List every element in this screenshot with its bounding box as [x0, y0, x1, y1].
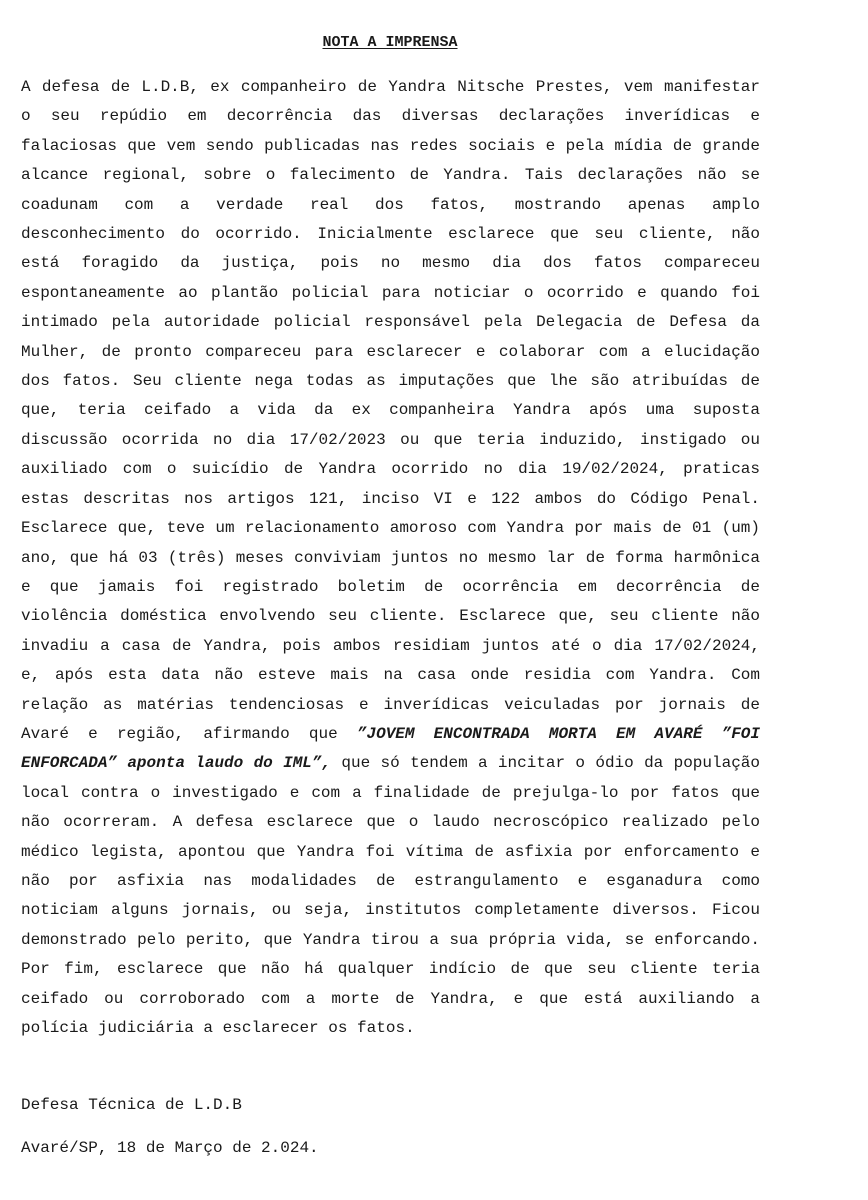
body-paragraph — [21, 73, 760, 1043]
signature-line: Defesa Técnica de L.D.B — [21, 1096, 242, 1114]
body-text-before-quote: A defesa de L.D.B, ex companheiro de Yandra Nitsche Prestes, vem manifestar o seu repúdio em decorrência das diversas declarações inverídicas e falaciosas que vem sendo publicadas nas redes sociais e pela mídia de grande alcance regional, sobre o falecimento de Yandra. Tais declarações não se coadunam com a verdade real dos fatos, mostrando apenas amplo desconhecimento do ocorrido. Inicialmente esclarece que seu cliente, não está foragido da justiça, pois no mesmo dia dos fatos compareceu espontaneamente ao plantão policial para noticiar o ocorrido e quando foi intimado pela autoridade policial responsável pela Delegacia de Defesa da Mulher, de pronto compareceu para esclarecer e colaborar com a elucidação dos fatos. Seu cliente nega todas as imputações que lhe são atribuídas de que, teria ceifado a vida da ex companheira Yandra após uma suposta discussão ocorrida no dia 17/02/2023 ou que teria induzido, instigado ou auxiliado com o suicídio de Yandra ocorrido no dia 19/02/2024, praticas estas descritas nos artigos 121, inciso VI e 122 ambos do Código Penal. Esclarece que, teve um relacionamento amoroso com Yandra por mais de 01 (um) ano, que há 03 (três) meses conviviam juntos no mesmo lar de forma harmônica e que jamais foi registrado boletim de ocorrência em decorrência de violência doméstica envolvendo seu cliente. Esclarece que, seu cliente não invadiu a casa de Yandra, pois ambos residiam juntos até o dia 17/02/2024, e, após esta data não esteve mais na casa onde residia com Yandra. Com relação as matérias tendenciosas e inverídicas veiculadas por jornais de Avaré e região, afirmando que — [21, 78, 760, 743]
place-date-line: Avaré/SP, 18 de Março de 2.024. — [21, 1139, 319, 1157]
body-text-after-quote: que só tendem a incitar o ódio da população local contra o investigado e com a finalidade de prejulga-lo por fatos que não ocorreram. A defesa esclarece que o laudo necroscópico realizado pelo médico legista, apontou que Yandra foi vítima de asfixia por enforcamento e não por asfixia nas modalidades de estrangulamento e esganadura como noticiam alguns jornais, ou seja, institutos completamente diversos. Ficou demonstrado pelo perito, que Yandra tirou a sua própria vida, se enforcando. Por fim, esclarece que não há qualquer indício de que seu cliente teria ceifado ou corroborado com a morte de Yandra, e que está auxiliando a polícia judiciária a esclarecer os fatos. — [21, 754, 761, 1037]
document-title: NOTA A IMPRENSA — [322, 34, 458, 51]
headline-quote: ”JOVEM ENCONTRADA MORTA EM AVARÉ ”FOI ENFORCADA” aponta laudo do IML”, — [21, 724, 760, 773]
